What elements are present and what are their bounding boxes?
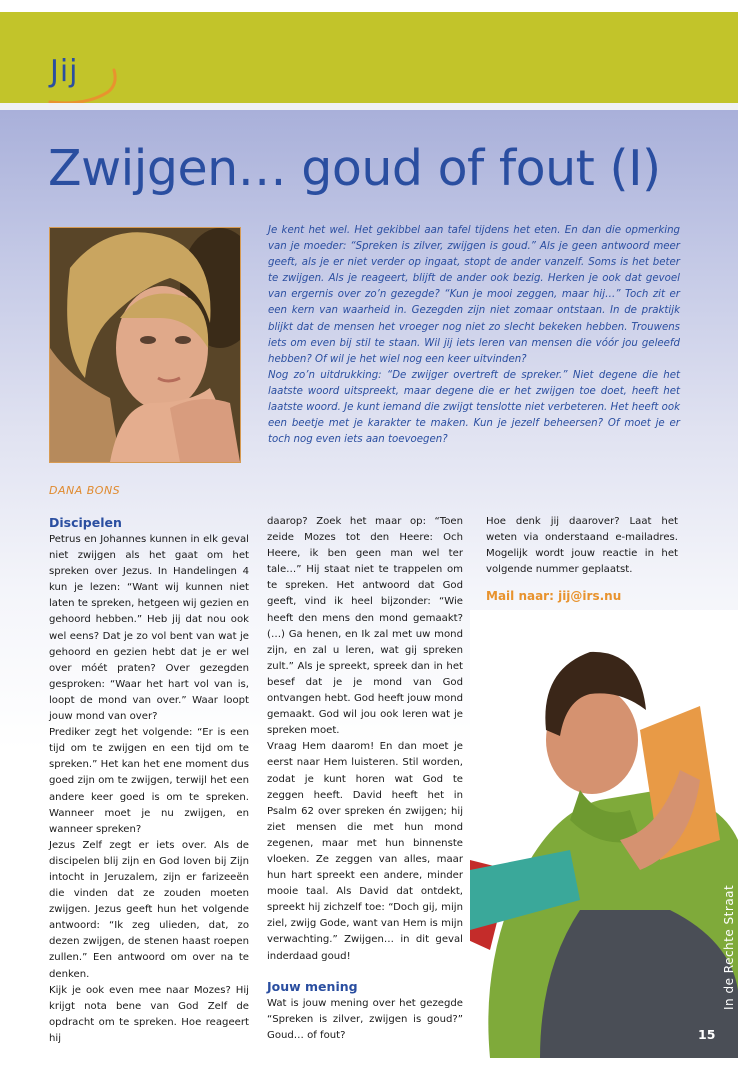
top-margin xyxy=(0,0,738,12)
header-divider xyxy=(0,103,738,110)
article-title: Zwijgen… goud of fout (I) xyxy=(48,140,661,197)
body-paragraph: Vraag Hem daarom! En dan moet je eerst naar Hem luisteren. Stil worden, zodat je kunt horen wat God te zeggen heeft. David heeft het in Psalm 62 over spreken én zwijgen; hij ziet mensen die met hun mond zegenen, maar met hun binnenste vloeken. Ze zeggen van alles, maar hun hart spreekt een andere, minder mooie taal. Als David dat ontdekt, spreekt hij zichzelf toe: “Doch gij, mijn ziel, zwijg Gode, want van Hem is mijn verwachting.” Zwijgen… in dit geval inderdaad goud! xyxy=(267,741,463,962)
article-column-3 xyxy=(486,514,678,604)
intro-paragraph: Je kent het wel. Het gekibbel aan tafel tijdens het eten. En dan die opmerking van je moeder: “Spreken is zilver, zwijgen is goud.” Als je geen antwoord meer geeft, als je er niet verder op ingaat, stopt de ander vanzelf. Soms is het beter te zwijgen. Als je reageert, blijft de ander ook bezig. Herken je ook dat gevoel van ergernis over zo’n gezegde? “Kun je mooi zeggen, maar hij…” Toch zit er een kern van waarheid in. Gezegden zijn niet zomaar ontstaan. In de praktijk blijkt dat de mensen het vroeger nog niet zo slecht bekeken hebben. Trouwens iets om even bij stil te staan. Wil jij iets leren van mensen die vóór jou geleefd hebben? Of wil je het wiel nog een keer uitvinden? xyxy=(268,225,680,365)
section-label: Jij xyxy=(50,54,79,89)
page-number: 15 xyxy=(698,1027,716,1042)
intro-paragraph: Nog zo’n uitdrukking: “De zwijger overtreft de spreker.” Niet degene die het laatste woord uitspreekt, maar degene die er het zwijgen toe doet, heeft het laatste woord. Je kunt iemand die zwijgt tenslotte niet verbeteren. Het heeft ook een beetje met je karakter te maken. Kun je jezelf beheersen? Of moet je er toch nog even iets aan toevoegen? xyxy=(268,369,680,446)
body-paragraph: daarop? Zoek het maar op: “Toen zeide Mozes tot den Heere: Och Heere, ik ben geen man wel ter tale…” Hij staat niet te trappelen om te spreken. Het antwoord dat God geeft, vind ik heel bijzonder: “Wie heeft den mens den mond gemaakt? (…) Ga henen, en Ik zal met uw mond zijn, en zal u leren, wat gij spreken zult.” Als je spreekt, spreek dan in het besef dat je je mond van God ontvangen hebt. God heeft jouw mond gemaakt. God wil jou ook leren wat je spreken moet. xyxy=(267,516,463,737)
mail-address-link[interactable]: Mail naar: jij@irs.nu xyxy=(486,589,622,604)
portrait-illustration xyxy=(50,228,240,462)
student-reading-photo xyxy=(470,610,738,1058)
body-paragraph: Hoe denk jij daarover? Laat het weten via onderstaand e-mailadres. Mogelijk wordt jouw reactie in het volgende nummer geplaatst. xyxy=(486,516,678,576)
body-paragraph: Prediker zegt het volgende: “Er is een tijd om te zwijgen en een tijd om te spreken.” Het kan het ene moment dus goed zijn om te zwijgen, terwijl het een andere keer goed is om te spreken. Wanneer moet je nu zwijgen, en wanneer spreken? xyxy=(49,727,249,835)
article-column-1 xyxy=(49,514,249,1047)
body-paragraph: Jezus Zelf zegt er iets over. Als de discipelen blij zijn en God loven bij Zijn intocht in Jeruzalem, zijn er farizeeën die vinden dat ze zouden moeten zwijgen. Jezus geeft hun het volgende antwoord: “Ik zeg ulieden, dat, zo dezen zwijgen, de stenen haast roepen zullen.” Een antwoord om over na te denken. xyxy=(49,839,249,980)
body-paragraph: Wat is jouw mening over het gezegde “Spreken is zilver, zwijgen is goud?” Goud… of fout? xyxy=(267,997,463,1041)
article-intro xyxy=(268,223,680,448)
section-heading-jouw-mening: Jouw mening xyxy=(267,978,358,994)
author-byline: DANA BONS xyxy=(49,484,121,497)
magazine-name: In de Rechte Straat xyxy=(722,884,736,1010)
author-portrait-photo xyxy=(49,227,241,463)
section-heading-discipelen: Discipelen xyxy=(49,515,122,530)
section-header-bar xyxy=(0,12,738,103)
body-paragraph: Kijk je ook even mee naar Mozes? Hij krijgt nota bene van God Zelf de opdracht om te spreken. Hoe reageert hij xyxy=(49,984,249,1044)
article-column-2 xyxy=(267,514,463,1044)
body-paragraph: Petrus en Johannes kunnen in elk geval niet zwijgen als het gaat om het spreken over Jezus. In Handelingen 4 kun je lezen: “Want wij kunnen niet laten te spreken, hetgeen wij gezien en gehoord hebben.” Heb jij dat nou ook wel eens? Dat je zo vol bent van wat je gehoord en gezien hebt dat je er wel over móét praten? Over gezegden gesproken: “Waar het hart vol van is, loopt de mond van over.” Waar loopt jouw mond van over? xyxy=(49,534,249,723)
